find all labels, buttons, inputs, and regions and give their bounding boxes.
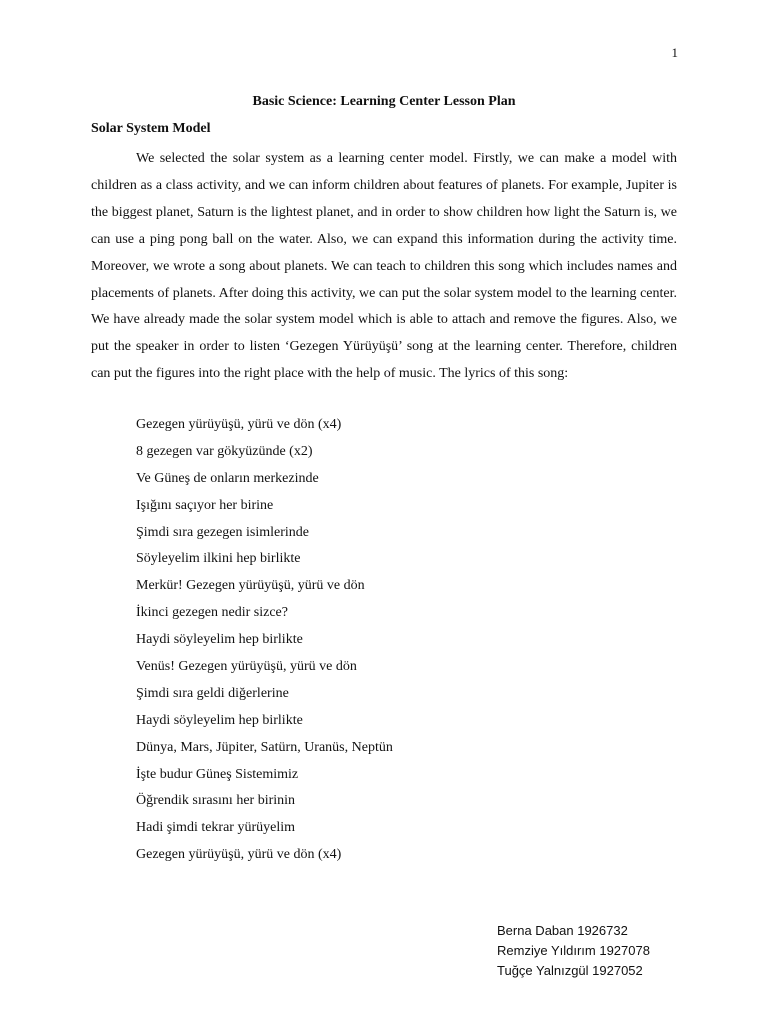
lyric-line: Haydi söyleyelim hep birlikte: [136, 712, 303, 728]
lyric-line: Işığını saçıyor her birine: [136, 497, 274, 513]
page-number: 1: [671, 45, 678, 60]
lyric-line: Haydi söyleyelim hep birlikte: [136, 632, 303, 648]
lyric-line: Söyleyelim ilkini hep birlikte: [136, 551, 301, 567]
author-list: [497, 921, 650, 981]
lyric-line: Gezegen yürüyüşü, yürü ve dön (x4): [136, 417, 342, 432]
document-title: Basic Science: Learning Center Lesson Plan: [252, 94, 516, 109]
lyric-line: 8 gezegen var gökyüzünde (x2): [136, 443, 313, 459]
author-entry: Tuğçe Yalnızgül 1927052: [497, 963, 643, 978]
author-entry: Berna Daban 1926732: [497, 923, 628, 938]
author-entry: Remziye Yıldırım 1927078: [497, 943, 650, 958]
lyric-line: Dünya, Mars, Jüpiter, Satürn, Uranüs, Neptün: [136, 739, 393, 755]
lyric-line: Öğrendik sırasını her birinin: [136, 793, 296, 809]
lyric-line: Venüs! Gezegen yürüyüşü, yürü ve dön: [136, 659, 357, 675]
lyric-line: İşte budur Güneş Sistemimiz: [136, 766, 299, 782]
lyric-line: Hadi şimdi tekrar yürüyelim: [136, 820, 296, 836]
section-heading: Solar System Model: [91, 121, 211, 136]
lyric-line: Merkür! Gezegen yürüyüşü, yürü ve dön: [136, 578, 365, 594]
lyric-line: İkinci gezegen nedir sizce?: [136, 605, 288, 621]
lyric-line: Şimdi sıra geldi diğerlerine: [136, 685, 289, 701]
song-lyrics: [136, 412, 393, 869]
lyric-line: Gezegen yürüyüşü, yürü ve dön (x4): [136, 847, 342, 863]
lyric-line: Şimdi sıra gezegen isimlerinde: [136, 524, 310, 540]
lyric-line: Ve Güneş de onların merkezinde: [136, 470, 319, 486]
body-paragraph: We selected the solar system as a learning center model. Firstly, we can make a model with children as a class activity, and we can inform children about features of planets. For example, Jupiter is the biggest planet, Saturn is the lightest planet, and in order to show children how light the Saturn is, we can use a ping pong ball on the water. Also, we can expand this information during the activity time. Moreover, we wrote a song about planets. We can teach to children this song which includes names and placements of planets. After doing this activity, we can put the solar system model to the learning center. We have already made the solar system model which is able to attach and remove the figures. Also, we put the speaker in order to listen ‘Gezegen Yürüyüşü’ song at the learning center. Therefore, children can put the figures into the right place with the help of music. The lyrics of this song:: [91, 151, 677, 382]
